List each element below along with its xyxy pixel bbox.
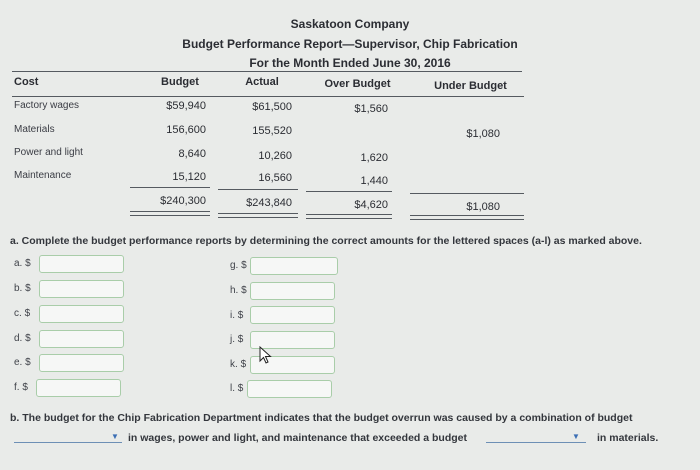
- currency-symbol: $: [241, 260, 247, 271]
- answer-letter: h.: [230, 285, 239, 296]
- currency-symbol: $: [25, 258, 31, 269]
- mouse-cursor-icon: [258, 346, 274, 366]
- answer-h-input[interactable]: [250, 282, 335, 300]
- cell-over: 1,440: [360, 175, 388, 187]
- cell-budget: 156,600: [166, 124, 206, 136]
- col-header-budget: Budget: [161, 76, 199, 88]
- cell-over: 1,620: [360, 152, 388, 164]
- answer-letter: a.: [14, 258, 23, 269]
- cell-actual: 10,260: [258, 150, 292, 162]
- currency-symbol: $: [25, 333, 31, 344]
- answer-letter: f.: [14, 382, 20, 393]
- total-over: $4,620: [354, 199, 388, 211]
- cell-actual: $61,500: [252, 101, 292, 113]
- cell-actual: 155,520: [252, 125, 292, 137]
- answer-letter: k.: [230, 359, 238, 370]
- col-header-actual: Actual: [245, 76, 279, 88]
- answer-letter: e.: [14, 357, 23, 368]
- row-label-power-and-light: Power and light: [14, 147, 83, 158]
- currency-symbol: $: [241, 285, 247, 296]
- double-rule-actual: [218, 213, 298, 218]
- answer-c-input[interactable]: [39, 305, 124, 323]
- cell-over: $1,560: [354, 103, 388, 115]
- row-label-materials: Materials: [14, 124, 55, 135]
- answer-letter: i.: [230, 310, 235, 321]
- subtotal-rule-actual: [218, 189, 298, 190]
- cell-budget: $59,940: [166, 100, 206, 112]
- answer-e-input[interactable]: [39, 354, 124, 372]
- answer-b-input[interactable]: [39, 280, 124, 298]
- report-period: For the Month Ended June 30, 2016: [249, 56, 451, 70]
- company-name: Saskatoon Company: [290, 17, 410, 31]
- subtotal-rule-over: [306, 191, 392, 192]
- answer-d-input[interactable]: [39, 330, 124, 348]
- col-header-over-budget: Over Budget: [324, 78, 391, 90]
- answer-f-input[interactable]: [36, 379, 121, 397]
- double-rule-budget: [130, 211, 210, 216]
- question-a-text: a. Complete the budget performance reports by determining the correct amounts for the lettered spaces (a-l) as marked above.: [10, 235, 642, 247]
- currency-symbol: $: [237, 310, 244, 321]
- currency-symbol: $: [22, 382, 28, 393]
- report-title: Budget Performance Report—Supervisor, Chip Fabrication: [182, 37, 518, 51]
- col-header-under-budget: Under Budget: [434, 80, 507, 92]
- column-header-divider: [12, 96, 524, 97]
- answer-g-input[interactable]: [250, 257, 338, 275]
- question-b-end-text: in materials.: [597, 432, 659, 444]
- answer-letter: d.: [14, 333, 23, 344]
- currency-symbol: $: [24, 308, 31, 319]
- total-actual: $243,840: [246, 197, 292, 209]
- chevron-down-icon: ▼: [572, 432, 580, 441]
- double-rule-over: [306, 214, 392, 219]
- cell-budget: 15,120: [172, 171, 206, 183]
- double-rule-under: [410, 215, 524, 220]
- cell-budget: 8,640: [178, 148, 206, 160]
- currency-symbol: $: [25, 283, 31, 294]
- total-under: $1,080: [466, 201, 500, 213]
- currency-symbol: $: [237, 383, 244, 394]
- answer-letter: g.: [230, 260, 239, 271]
- question-b-text: b. The budget for the Chip Fabrication Department indicates that the budget overrun was caused by a combination of budget: [10, 412, 633, 424]
- answer-a-input[interactable]: [39, 255, 124, 273]
- question-b-mid-text: in wages, power and light, and maintenance that exceeded a budget: [128, 432, 467, 444]
- answer-letter: c.: [14, 308, 22, 319]
- header-divider: [12, 71, 522, 72]
- cell-under: $1,080: [466, 128, 500, 140]
- row-label-maintenance: Maintenance: [14, 170, 72, 181]
- cell-actual: 16,560: [258, 172, 292, 184]
- answer-letter: l.: [230, 383, 235, 394]
- total-budget: $240,300: [160, 195, 206, 207]
- chevron-down-icon: ▼: [111, 432, 119, 441]
- col-header-cost: Cost: [14, 76, 39, 88]
- row-label-factory-wages: Factory wages: [14, 100, 80, 111]
- answer-letter: b.: [14, 283, 23, 294]
- answer-letter: j.: [230, 334, 235, 345]
- answer-l-input[interactable]: [247, 380, 332, 398]
- subtotal-rule-under: [410, 193, 524, 194]
- currency-symbol: $: [25, 357, 31, 368]
- currency-symbol: $: [240, 359, 247, 370]
- answer-i-input[interactable]: [250, 306, 335, 324]
- currency-symbol: $: [237, 334, 244, 345]
- subtotal-rule-budget: [130, 187, 210, 188]
